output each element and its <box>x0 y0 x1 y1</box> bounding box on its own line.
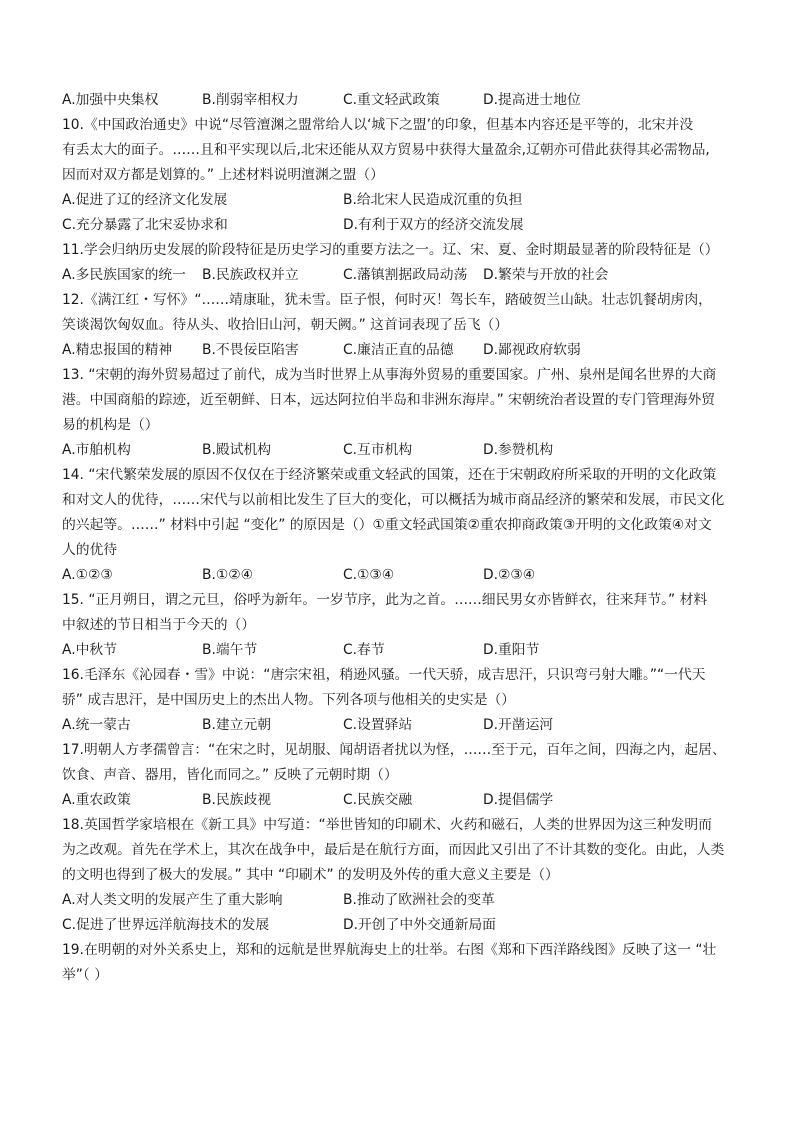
option-a[interactable]: A.精忠报国的精神 <box>62 342 173 358</box>
question-stem-line: 14. “宋代繁荣发展的原因不仅仅在于经济繁荣或重文轻武的国策，还在于宋朝政府所采取的开明的文化政策 <box>62 467 717 483</box>
option-d[interactable]: D.②③④ <box>483 567 536 583</box>
question-stem-line: 笑谈渴饮匈奴血。待从头、收拾旧山河，朝天阙。” 这首词表现了岳飞（） <box>62 317 509 333</box>
options-row <box>62 563 738 588</box>
option-c[interactable]: C.互市机构 <box>343 442 413 458</box>
question-stem-line: 港。中国商船的踪迹，近至朝鲜、日本，远达阿拉伯半岛和非洲东海岸。” 宋朝统治者设置的专门管理海外贸 <box>62 392 716 408</box>
option-c[interactable]: C.充分暴露了北宋妥协求和 <box>62 217 228 233</box>
question-stem-line: 饮食、声音、器用，皆化而同之。” 反映了元朝时期（） <box>62 767 398 783</box>
option-b[interactable]: B.推动了欧洲社会的变革 <box>343 892 495 908</box>
question-stem-line: 16.毛泽东《沁园春・雪》中说：“唐宗宋祖，稍逊风骚。一代天骄，成吉思汗，只识弯弓射大雕。”“一代天 <box>62 667 706 683</box>
option-a[interactable]: A.加强中央集权 <box>62 92 159 108</box>
option-c[interactable]: C.春节 <box>343 642 385 658</box>
option-c[interactable]: C.设置驿站 <box>343 717 413 733</box>
options-row <box>62 888 738 913</box>
option-d[interactable]: D.提高进士地位 <box>483 92 581 108</box>
question-stem-line: 有丢太大的面子。……且和平实现以后,北宋还能从双方贸易中获得大量盈余,辽朝亦可借此获得其必需物品, <box>62 142 710 158</box>
option-a[interactable]: A.市舶机构 <box>62 442 131 458</box>
question-stem-line: 骄” 成吉思汗，是中国历史上的杰出人物。下列各项与他相关的史实是（） <box>62 692 516 708</box>
option-a[interactable]: A.多民族国家的统一 <box>62 267 186 283</box>
option-d[interactable]: D.繁荣与开放的社会 <box>483 267 609 283</box>
option-d[interactable]: D.鄙视政府软弱 <box>483 342 581 358</box>
options-row <box>62 188 738 213</box>
option-a[interactable]: A.①②③ <box>62 567 113 583</box>
options-row <box>62 713 738 738</box>
option-b[interactable]: B.端午节 <box>202 642 258 658</box>
options-row <box>62 913 738 938</box>
question-stem-line: 因而对双方都是划算的。” 上述材料说明澶渊之盟（） <box>62 167 384 183</box>
options-row <box>62 788 738 813</box>
question-stem-line: 12.《满江红・写怀》“……靖康耻，犹未雪。臣子恨，何时灭！驾长车，踏破贺兰山缺。壮志饥餐胡虏肉， <box>62 292 712 308</box>
question-stem-line: 为之改观。首先在学术上，其次在战争中，最后是在航行方面，而因此又引出了不计其数的变化。由此，人类 <box>62 842 725 858</box>
option-b[interactable]: B.给北宋人民造成沉重的负担 <box>343 192 523 208</box>
option-d[interactable]: D.重阳节 <box>483 642 540 658</box>
question-stem-line: 人的优待 <box>62 542 118 558</box>
option-c[interactable]: C.民族交融 <box>343 792 413 808</box>
options-row <box>62 263 738 288</box>
question-stem-line: 18.英国哲学家培根在《新工具》中写道：“举世皆知的印刷术、火药和磁石，人类的世界因为这三种发明而 <box>62 817 712 833</box>
option-a[interactable]: A.重农政策 <box>62 792 131 808</box>
option-a[interactable]: A.中秋节 <box>62 642 117 658</box>
option-d[interactable]: D.开凿运河 <box>483 717 554 733</box>
option-b[interactable]: B.民族歧视 <box>202 792 272 808</box>
option-b[interactable]: B.削弱宰相权力 <box>202 92 299 108</box>
options-row <box>62 338 738 363</box>
option-d[interactable]: D.提倡儒学 <box>483 792 554 808</box>
question-stem-line: 19.在明朝的对外关系史上，郑和的远航是世界航海史上的壮举。右图《郑和下西洋路线图》反映了这一 “壮 <box>62 942 717 958</box>
option-c[interactable]: C.藩镇割据政局动荡 <box>343 267 468 283</box>
option-b[interactable]: B.殿试机构 <box>202 442 272 458</box>
option-d[interactable]: D.参赞机构 <box>483 442 554 458</box>
question-stem-line: 13. “宋朝的海外贸易超过了前代，成为当时世界上从事海外贸易的重要国家。广州、泉州是闻名世界的大商 <box>62 367 717 383</box>
options-row <box>62 213 738 238</box>
question-stem-line: 的文明也得到了极大的发展。” 其中 “印刷术” 的发明及外传的重大意义主要是（） <box>62 867 559 883</box>
options-row <box>62 438 738 463</box>
option-b[interactable]: B.不畏佞臣陷害 <box>202 342 299 358</box>
question-stem-line: 17.明朝人方孝孺曾言：“在宋之时，见胡服、闻胡语者扰以为怪，……至于元，百年之间，四海之内，起居、 <box>62 742 726 758</box>
question-stem-line: 中叙述的节日相当于今天的（） <box>62 617 256 633</box>
question-stem-line: 易的机构是（） <box>62 417 159 433</box>
option-a[interactable]: A.统一蒙古 <box>62 717 131 733</box>
option-b[interactable]: B.民族政权并立 <box>202 267 299 283</box>
question-stem-line: 15. “正月朔日，谓之元旦，俗呼为新年。一岁节序，此为之首。……细民男女亦皆鲜衣，往来拜节。” 材料 <box>62 592 708 608</box>
option-b[interactable]: B.建立元朝 <box>202 717 272 733</box>
question-stem-line: 11.学会归纳历史发展的阶段特征是历史学习的重要方法之一。辽、宋、夏、金时期最显著的阶段特征是（） <box>62 242 719 258</box>
question-stem-line: 10.《中国政治通史》中说“尽管澶渊之盟常给人以‘城下之盟’的印象，但基本内容还是平等的，北宋并没 <box>62 117 694 133</box>
question-stem-line: 和对文人的优待，……宋代与以前相比发生了巨大的变化，可以概括为城市商品经济的繁荣和发展，市民文化 <box>62 492 725 508</box>
option-c[interactable]: C.重文轻武政策 <box>343 92 440 108</box>
option-d[interactable]: D.开创了中外交通新局面 <box>343 917 496 933</box>
question-stem-line: 举”（ ） <box>62 967 109 983</box>
option-d[interactable]: D.有利于双方的经济交流发展 <box>343 217 524 233</box>
option-c[interactable]: C.促进了世界远洋航海技术的发展 <box>62 917 270 933</box>
option-c[interactable]: C.①③④ <box>343 567 395 583</box>
options-row <box>62 88 738 113</box>
question-stem-line: 的兴起等。……” 材料中引起 “变化” 的原因是（）①重文轻武国策②重农抑商政策③开明的文化政策④对文 <box>62 517 712 533</box>
option-a[interactable]: A.促进了辽的经济文化发展 <box>62 192 228 208</box>
options-row <box>62 638 738 663</box>
option-c[interactable]: C.廉洁正直的品德 <box>343 342 454 358</box>
option-b[interactable]: B.①②④ <box>202 567 253 583</box>
option-a[interactable]: A.对人类文明的发展产生了重大影响 <box>62 892 283 908</box>
